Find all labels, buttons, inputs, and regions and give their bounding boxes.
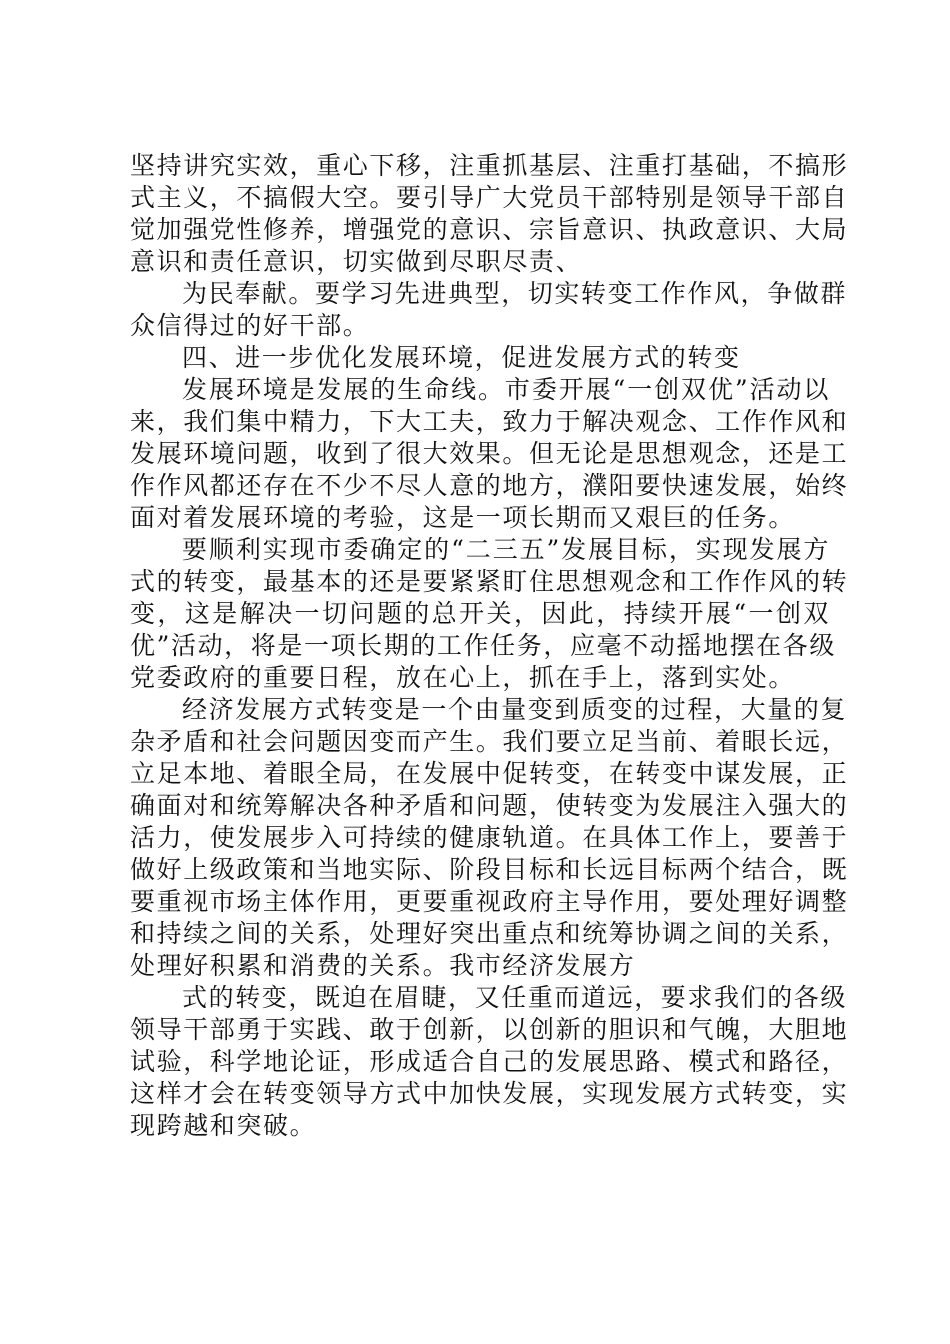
text-line: 来，我们集中精力，下大工夫，致力于解决观念、工作作风和 xyxy=(130,407,849,436)
text-line: 杂矛盾和社会问题因变而产生。我们要立足当前、着眼长远， xyxy=(130,727,849,756)
text-line: 领导干部勇于实践、敢于创新，以创新的胆识和气魄，大胆地 xyxy=(130,1015,849,1044)
text-line: 要重视市场主体作用，更要重视政府主导作用，要处理好调整 xyxy=(130,887,849,916)
text-line: 党委政府的重要日程，放在心上，抓在手上，落到实处。 xyxy=(130,663,796,692)
text-line: 发展环境是发展的生命线。市委开展“一创双优”活动以 xyxy=(182,375,830,404)
text-line: 这样才会在转变领导方式中加快发展，实现发展方式转变，实 xyxy=(130,1079,849,1108)
text-line: 处理好积累和消费的关系。我市经济发展方 xyxy=(130,951,636,980)
text-line: 众信得过的好干部。 xyxy=(130,311,370,340)
text-line: 发展环境问题，收到了很大效果。但无论是思想观念，还是工 xyxy=(130,439,849,468)
text-line: 要顺利实现市委确定的“二三五”发展目标，实现发展方 xyxy=(182,535,830,564)
text-line: 式主义，不搞假大空。要引导广大党员干部特别是领导干部自 xyxy=(130,183,849,212)
text-line: 觉加强党性修养，增强党的意识、宗旨意识、执政意识、大局 xyxy=(130,215,849,244)
text-line: 为民奉献。要学习先进典型，切实转变工作作风，争做群 xyxy=(182,279,848,308)
text-line: 变，这是解决一切问题的总开关，因此，持续开展“一创双 xyxy=(130,599,830,628)
text-line: 面对着发展环境的考验，这是一项长期而又艰巨的任务。 xyxy=(130,503,796,532)
text-line: 四、进一步优化发展环境，促进发展方式的转变 xyxy=(182,343,741,372)
text-line: 式的转变，最基本的还是要紧紧盯住思想观念和工作作风的转 xyxy=(130,567,849,596)
text-line: 式的转变，既迫在眉睫，又任重而道远，要求我们的各级 xyxy=(182,983,848,1012)
text-line: 意识和责任意识，切实做到尽职尽责、 xyxy=(130,247,583,276)
text-line: 现跨越和突破。 xyxy=(130,1111,317,1140)
text-line: 确面对和统筹解决各种矛盾和问题，使转变为发展注入强大的 xyxy=(130,791,849,820)
text-line: 做好上级政策和当地实际、阶段目标和长远目标两个结合，既 xyxy=(130,855,849,884)
text-line: 立足本地、着眼全局，在发展中促转变，在转变中谋发展，正 xyxy=(130,759,849,788)
text-line: 优”活动，将是一项长期的工作任务，应毫不动摇地摆在各级 xyxy=(130,631,836,660)
text-line: 经济发展方式转变是一个由量变到质变的过程，大量的复 xyxy=(182,695,848,724)
document-body xyxy=(130,150,849,1142)
text-line: 和持续之间的关系，处理好突出重点和统筹协调之间的关系， xyxy=(130,919,849,948)
text-line: 坚持讲究实效，重心下移，注重抓基层、注重打基础，不搞形 xyxy=(130,151,849,180)
text-line: 作作风都还存在不少不尽人意的地方，濮阳要快速发展，始终 xyxy=(130,471,849,500)
text-line: 试验，科学地论证，形成适合自己的发展思路、模式和路径， xyxy=(130,1047,849,1076)
text-line: 活力，使发展步入可持续的健康轨道。在具体工作上，要善于 xyxy=(130,823,849,852)
